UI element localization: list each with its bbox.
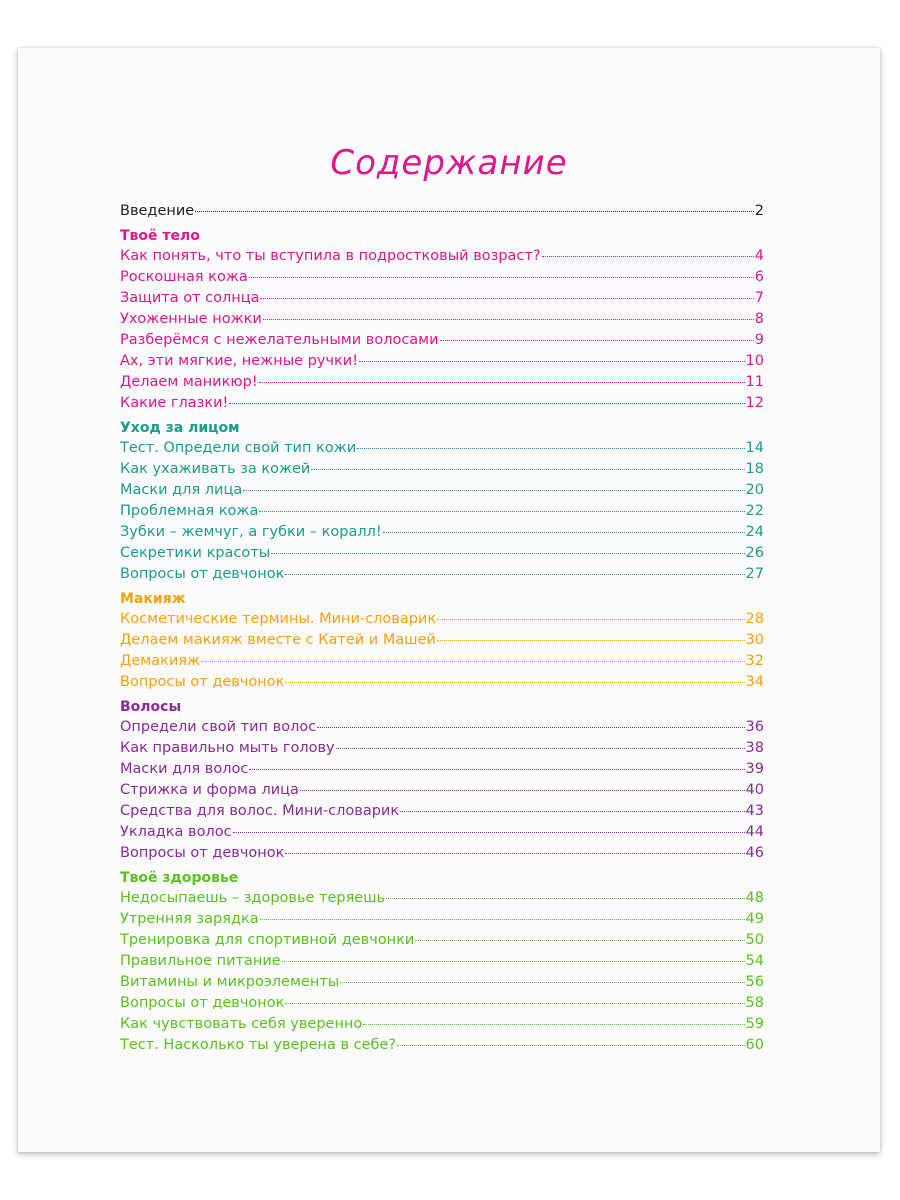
dot-leader (357, 448, 744, 449)
section-heading: Твоё тело (120, 228, 200, 244)
toc-entry-label: Как понять, что ты вступила в подростковый возраст? (120, 248, 541, 264)
toc-entry[interactable] (120, 543, 764, 564)
dot-leader (542, 256, 754, 257)
toc-entry[interactable] (120, 309, 764, 330)
toc-entry-label: Вопросы от девчонок (120, 995, 285, 1011)
toc-entry-label: Ухоженные ножки (120, 311, 262, 327)
toc-entry-label: Как правильно мыть голову (120, 740, 335, 756)
toc-entry[interactable] (120, 480, 764, 501)
toc-entry[interactable] (120, 801, 764, 822)
toc-entry-label: Средства для волос. Мини-словарик (120, 803, 400, 819)
section-heading: Уход за лицом (120, 420, 240, 436)
toc-entry-label: Укладка волос (120, 824, 232, 840)
toc-entry[interactable] (120, 780, 764, 801)
toc-entry[interactable] (120, 522, 764, 543)
toc-entry-page: 12 (745, 395, 764, 411)
toc-entry-label: Делаем маникюр! (120, 374, 258, 390)
toc-entry[interactable] (120, 459, 764, 480)
dot-leader (229, 403, 744, 404)
toc-entry-page: 40 (745, 782, 764, 798)
toc-entry[interactable] (120, 351, 764, 372)
toc-entry[interactable] (120, 267, 764, 288)
toc-entry-label: Роскошная кожа (120, 269, 248, 285)
toc-entry-page: 54 (745, 953, 764, 969)
dot-leader (359, 361, 745, 362)
dot-leader (363, 1024, 744, 1025)
toc-entry-page: 27 (745, 566, 764, 582)
toc-entry-page: 20 (745, 482, 764, 498)
toc-entry[interactable] (120, 951, 764, 972)
toc-entry-label: Вопросы от девчонок (120, 845, 285, 861)
toc-entry-label: Витамины и микроэлементы (120, 974, 340, 990)
toc-entry-label: Утренняя зарядка (120, 911, 259, 927)
toc-entry[interactable] (120, 372, 764, 393)
toc-entry-page: 46 (745, 845, 764, 861)
toc-entry-label: Косметические термины. Мини-словарик (120, 611, 437, 627)
dot-leader (259, 382, 745, 383)
dot-leader (285, 1003, 744, 1004)
toc-entry-page: 39 (745, 761, 764, 777)
toc-entry-label: Маски для волос (120, 761, 249, 777)
dot-leader (201, 661, 745, 662)
toc-entry-page: 50 (745, 932, 764, 948)
toc-entry[interactable] (120, 822, 764, 843)
toc-entry-label: Защита от солнца (120, 290, 260, 306)
dot-leader (317, 727, 744, 728)
dot-leader (440, 340, 754, 341)
toc-entry[interactable] (120, 1014, 764, 1035)
toc-entry-label: Как чувствовать себя уверенно (120, 1016, 363, 1032)
toc-entry[interactable] (120, 717, 764, 738)
toc-entry-page: 38 (745, 740, 764, 756)
toc-entry-label: Недосыпаешь – здоровье теряешь (120, 890, 386, 906)
toc-entry-page: 43 (745, 803, 764, 819)
toc-entry-label: Вопросы от девчонок (120, 566, 285, 582)
section-heading: Твоё здоровье (120, 870, 239, 886)
toc-sections (120, 227, 764, 1056)
toc-entry-page: 59 (745, 1016, 764, 1032)
toc-entry-page: 24 (745, 524, 764, 540)
toc-entry-label: Демакияж (120, 653, 201, 669)
dot-leader (271, 553, 744, 554)
toc-entry[interactable] (120, 888, 764, 909)
toc-entry-page: 14 (745, 440, 764, 456)
dot-leader (300, 790, 745, 791)
toc-entry[interactable] (120, 630, 764, 651)
dot-leader (397, 1045, 744, 1046)
toc-entry[interactable] (120, 909, 764, 930)
dot-leader (195, 211, 754, 212)
toc-entry-label: Какие глазки! (120, 395, 229, 411)
dot-leader (400, 811, 744, 812)
toc-entry-page: 9 (754, 332, 764, 348)
dot-leader (263, 319, 754, 320)
toc-entry[interactable] (120, 1035, 764, 1056)
toc-entry[interactable] (120, 759, 764, 780)
toc-entry[interactable] (120, 438, 764, 459)
toc-section-body (120, 227, 764, 414)
toc-entry-page: 48 (745, 890, 764, 906)
toc-entry-label: Определи свой тип волос (120, 719, 317, 735)
toc-entry[interactable] (120, 564, 764, 585)
toc-entry-page: 2 (754, 203, 764, 219)
toc-entry[interactable] (120, 738, 764, 759)
dot-leader (437, 640, 745, 641)
toc-entry-page: 58 (745, 995, 764, 1011)
dot-leader (285, 853, 744, 854)
toc-entry-label: Делаем макияж вместе с Катей и Машей (120, 632, 436, 648)
toc-entry-label: Правильное питание (120, 953, 281, 969)
toc-entry-page: 28 (745, 611, 764, 627)
dot-leader (259, 511, 744, 512)
dot-leader (340, 982, 744, 983)
section-heading: Волосы (120, 699, 182, 715)
dot-leader (383, 532, 745, 533)
toc-entry-page: 34 (745, 674, 764, 690)
toc-entry[interactable] (120, 393, 764, 414)
dot-leader (336, 748, 745, 749)
dot-leader (285, 574, 744, 575)
toc-entry-page: 7 (754, 290, 764, 306)
toc-entry-page: 18 (745, 461, 764, 477)
dot-leader (415, 940, 744, 941)
toc-entry-label: Тест. Насколько ты уверена в себе? (120, 1037, 397, 1053)
toc-entry-page: 22 (745, 503, 764, 519)
toc-entry-label: Зубки – жемчуг, а губки – коралл! (120, 524, 382, 540)
toc-entry-label: Введение (120, 203, 195, 219)
dot-leader (260, 298, 753, 299)
toc-entry-label: Ах, эти мягкие, нежные ручки! (120, 353, 359, 369)
book-page (18, 48, 880, 1152)
toc-entry-page: 32 (745, 653, 764, 669)
toc-entry[interactable] (120, 651, 764, 672)
toc-entry-intro[interactable] (120, 201, 764, 222)
toc-entry[interactable] (120, 672, 764, 693)
toc-entry-label: Проблемная кожа (120, 503, 259, 519)
toc-entry[interactable] (120, 843, 764, 864)
toc-section-hair (120, 698, 764, 864)
page-title: Содержание (330, 143, 568, 183)
toc-entry-label: Стрижка и форма лица (120, 782, 299, 798)
toc-entry-page: 44 (745, 824, 764, 840)
toc-entry[interactable] (120, 330, 764, 351)
toc-entry-page: 26 (745, 545, 764, 561)
dot-leader (437, 619, 744, 620)
toc-entry-label: Секретики красоты (120, 545, 271, 561)
toc-entry-label: Вопросы от девчонок (120, 674, 285, 690)
toc-entry-page: 6 (754, 269, 764, 285)
toc-entry[interactable] (120, 972, 764, 993)
table-of-contents (120, 201, 764, 1061)
toc-entry-label: Тест. Определи свой тип кожи (120, 440, 357, 456)
dot-leader (260, 919, 745, 920)
toc-entry[interactable] (120, 993, 764, 1014)
toc-section-makeup (120, 590, 764, 693)
dot-leader (285, 682, 744, 683)
toc-section-health (120, 869, 764, 1056)
toc-entry-page: 49 (745, 911, 764, 927)
toc-entry-page: 10 (745, 353, 764, 369)
toc-entry[interactable] (120, 930, 764, 951)
dot-leader (249, 277, 754, 278)
toc-entry-label: Тренировка для спортивной девчонки (120, 932, 415, 948)
toc-entry[interactable] (120, 609, 764, 630)
toc-entry-page: 4 (754, 248, 764, 264)
dot-leader (311, 469, 744, 470)
toc-entry-page: 11 (745, 374, 764, 390)
dot-leader (386, 898, 745, 899)
dot-leader (243, 490, 744, 491)
section-heading: Макияж (120, 591, 186, 607)
toc-entry-page: 60 (745, 1037, 764, 1053)
toc-entry-page: 30 (745, 632, 764, 648)
toc-entry-label: Разберёмся с нежелательными волосами (120, 332, 439, 348)
toc-section-face (120, 419, 764, 585)
dot-leader (249, 769, 744, 770)
toc-entry-label: Как ухаживать за кожей (120, 461, 311, 477)
toc-entry-page: 36 (745, 719, 764, 735)
toc-entry[interactable] (120, 246, 764, 267)
dot-leader (233, 832, 745, 833)
dot-leader (282, 961, 745, 962)
toc-entry[interactable] (120, 288, 764, 309)
toc-entry-label: Маски для лица (120, 482, 243, 498)
toc-entry[interactable] (120, 501, 764, 522)
toc-section-intro (120, 201, 764, 222)
toc-entry-page: 8 (754, 311, 764, 327)
toc-entry-page: 56 (745, 974, 764, 990)
